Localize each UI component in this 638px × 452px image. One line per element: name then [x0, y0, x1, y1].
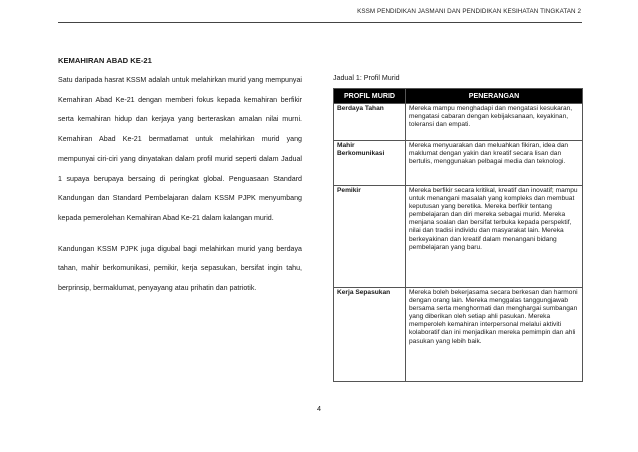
body-text: [58, 71, 302, 299]
table-caption: Jadual 1: Profil Murid: [333, 74, 400, 82]
header-profil-murid: PROFIL MURID: [334, 89, 406, 104]
table-row: [334, 104, 583, 141]
section-title: KEMAHIRAN ABAD KE-21: [58, 56, 152, 65]
profile-description: Mereka berfikir secara kritikal, kreatif dan inovatif; mampu untuk menangani masalah yang kompleks dan membuat keputusan yang beretika. Mereka berfikir tentang pembelajaran dan diri mereka sebagai murid. Mereka menjana soalan dan bersifat terbuka kepada perspektif, nilai dan tradisi individu dan masyarakat lain. Mereka berkeyakinan dan kreatif dalam menangani bidang pembelajaran yang baru.: [406, 186, 583, 288]
profile-name: Berdaya Tahan: [334, 104, 406, 141]
profile-table: [333, 88, 583, 382]
page-number: 4: [317, 404, 321, 413]
paragraph-1: Satu daripada hasrat KSSM adalah untuk melahirkan murid yang mempunyai Kemahiran Abad Ke-21 dengan memberi fokus kepada kemahiran berfikir serta kemahiran hidup dan kerjaya yang berteraskan amalan nilai murni. Kemahiran Abad Ke-21 bermatlamat untuk melahirkan murid yang mempunyai ciri-ciri yang dinyatakan dalam profil murid seperti dalam Jadual 1 supaya berupaya bersaing di peringkat global. Penguasaan Standard Kandungan dan Standard Pembelajaran dalam KSSM PJPK menyumbang kepada pemerolehan Kemahiran Abad Ke-21 dalam kalangan murid.: [58, 76, 302, 222]
running-header: KSSM PENDIDIKAN JASMANI DAN PENDIDIKAN KESIHATAN TINGKATAN 2: [357, 8, 581, 15]
profile-name: Pemikir: [334, 186, 406, 288]
table-row: [334, 141, 583, 186]
table-row: [334, 186, 583, 288]
table-row: [334, 288, 583, 382]
table-header-row: [334, 89, 583, 104]
profile-description: Mereka boleh bekerjasama secara berkesan dan harmoni dengan orang lain. Mereka menggalas tanggungjawab bersama serta menghormati dan menghargai sumbangan yang diberikan oleh setiap ahli pasukan. Mereka memperoleh kemahiran interpersonal melalui aktiviti kolaboratif dan ini menjadikan mereka pemimpin dan ahli pasukan yang lebih baik.: [406, 288, 583, 382]
header-penerangan: PENERANGAN: [406, 89, 583, 104]
paragraph-2: Kandungan KSSM PJPK juga digubal bagi melahirkan murid yang berdaya tahan, mahir berkomunikasi, pemikir, kerja sepasukan, bersifat ingin tahu, berprinsip, bermaklumat, penyayang atau prihatin dan patriotik.: [58, 244, 302, 293]
profile-description: Mereka mampu menghadapi dan mengatasi kesukaran, mengatasi cabaran dengan kebijaksanaan, keyakinan, toleransi dan empati.: [406, 104, 583, 141]
profile-name: Kerja Sepasukan: [334, 288, 406, 382]
profile-description: Mereka menyuarakan dan meluahkan fikiran, idea dan maklumat dengan yakin dan kreatif secara lisan dan bertulis, menggunakan pelbagai media dan teknologi.: [406, 141, 583, 186]
header-divider: [58, 22, 582, 23]
profile-name: Mahir Berkomunikasi: [334, 141, 406, 186]
